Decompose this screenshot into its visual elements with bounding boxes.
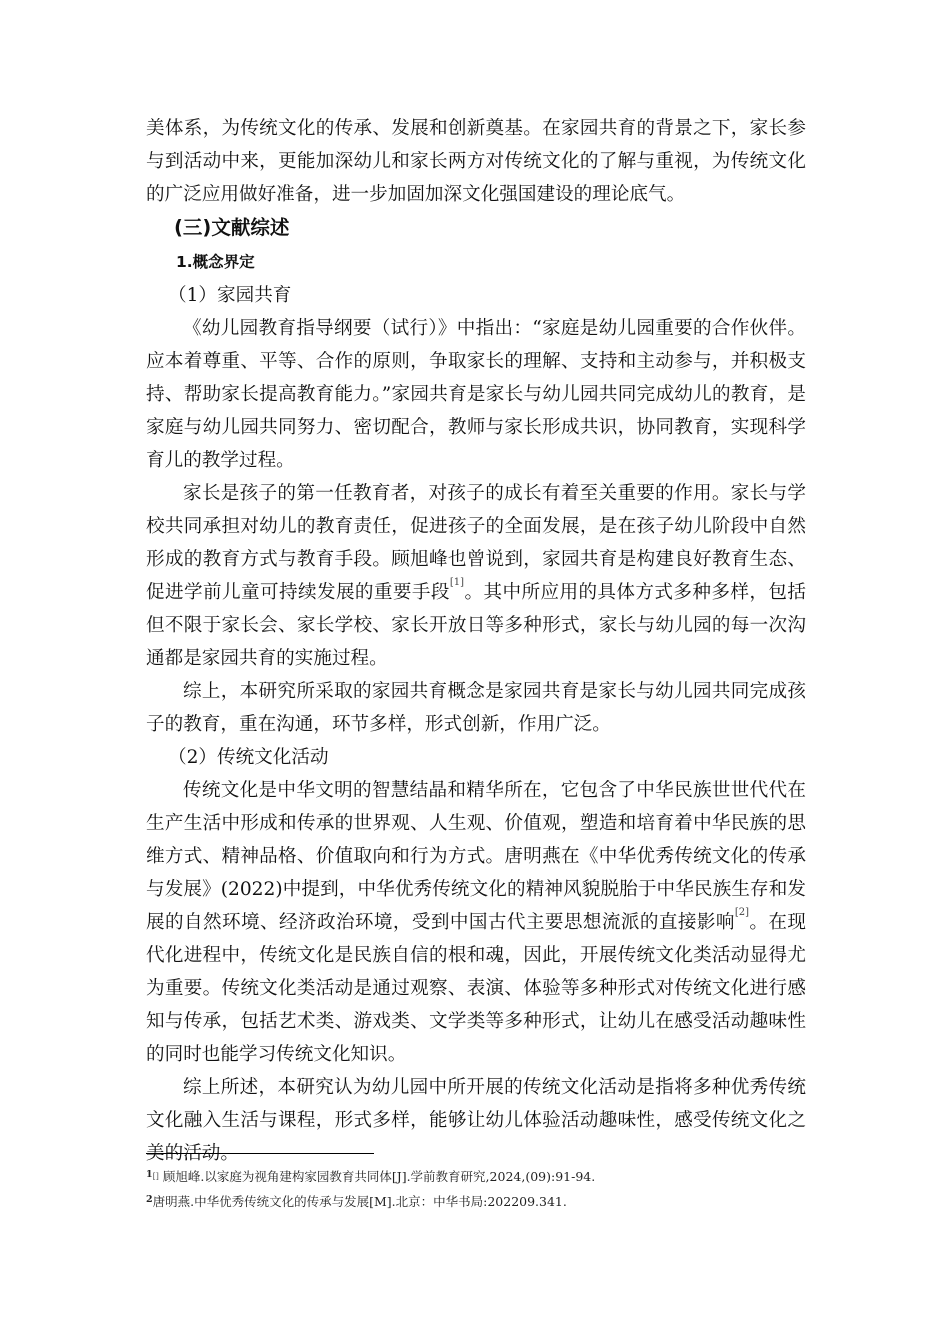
footnote-2-text: 唐明燕.中华优秀传统文化的传承与发展[M].北京：中华书局:202209.341.: [152, 1194, 567, 1209]
paragraph-parents-part2: 。其中所应用的具体方式多种多样，包括但不限于家长会、家长学校、家长开放日等多种形式，家长与幼儿园的每一次沟通都是家园共育的实施过程。: [146, 582, 806, 669]
body-text: [146, 112, 806, 1170]
footnote-1-mark: []: [152, 1172, 159, 1181]
paragraph-guideline: 《幼儿园教育指导纲要（试行）》中指出：“家庭是幼儿园重要的合作伙伴。应本着尊重、平等、合作的原则，争取家长的理解、支持和主动参与，并积极支持、帮助家长提高教育能力。”家园共育是家长与幼儿园共同完成幼儿的教育，是家庭与幼儿园共同努力、密切配合，教师与家长形成共识，协同教育，实现科学育儿的教学过程。: [146, 318, 806, 471]
section-heading: (三)文献综述: [174, 216, 290, 239]
footnote-2: [146, 1189, 846, 1214]
paragraph-intro-continued: 美体系，为传统文化的传承、发展和创新奠基。在家园共育的背景之下，家长参与到活动中来，更能加深幼儿和家长两方对传统文化的了解与重视，为传统文化的广泛应用做好准备，进一步加固加深文化强国建设的理论底气。: [146, 118, 806, 205]
paragraph-tc-part1: 传统文化是中华文明的智慧结晶和精华所在，它包含了中华民族世世代代在生产生活中形成和传承的世界观、人生观、价值观，塑造和培育着中华民族的思维方式、精神品格、价值取向和行为方式。唐明燕在《中华优秀传统文化的传承与发展》(2022)中提到，中华优秀传统文化的精神风貌脱胎于中华民族生存和发展的自然环境、经济政治环境，受到中国古代主要思想流派的直接影响: [146, 780, 806, 933]
paragraph-traditional-culture: [146, 774, 806, 1071]
subsection-heading: 1.概念界定: [176, 253, 255, 271]
footnote-1-number: 1: [146, 1169, 153, 1180]
citation-ref-1[interactable]: [1]: [449, 577, 465, 588]
paragraph-tc-part2: 。在现代化进程中，传统文化是民族自信的根和魂，因此，开展传统文化类活动显得尤为重要。传统文化类活动是通过观察、表演、体验等多种形式对传统文化进行感知与传承，包括艺术类、游戏类、文学类等多种形式，让幼儿在感受活动趣味性的同时也能学习传统文化知识。: [146, 912, 806, 1065]
paragraph-summary-home-school: 综上，本研究所采取的家园共育概念是家园共育是家长与幼儿园共同完成孩子的教育，重在沟通，环节多样，形式创新，作用广泛。: [146, 681, 806, 735]
item-heading-home-school: （1）家园共育: [168, 285, 292, 306]
footnote-2-number: 2: [146, 1194, 153, 1205]
footnote-1-text: 顾旭峰.以家庭为视角建构家园教育共同体[J].学前教育研究,2024,(09):91-94.: [158, 1169, 596, 1184]
citation-ref-2[interactable]: [2]: [734, 907, 749, 918]
footnote-1: [146, 1164, 846, 1189]
paragraph-parents-part1: 家长是孩子的第一任教育者，对孩子的成长有着至关重要的作用。家长与学校共同承担对幼儿的教育责任，促进孩子的全面发展，是在孩子幼儿阶段中自然形成的教育方式与教育手段。顾旭峰也曾说到，家园共育是构建良好教育生态、促进学前儿童可持续发展的重要手段: [146, 483, 806, 603]
paragraph-parents: [146, 477, 806, 675]
paragraph-summary-traditional-culture: 综上所述，本研究认为幼儿园中所开展的传统文化活动是指将多种优秀传统文化融入生活与课程，形式多样，能够让幼儿体验活动趣味性，感受传统文化之美的活动。: [146, 1077, 806, 1164]
footnote-divider: [146, 1153, 374, 1154]
footnotes: [146, 1164, 846, 1214]
item-heading-traditional-culture: （2）传统文化活动: [168, 747, 329, 768]
